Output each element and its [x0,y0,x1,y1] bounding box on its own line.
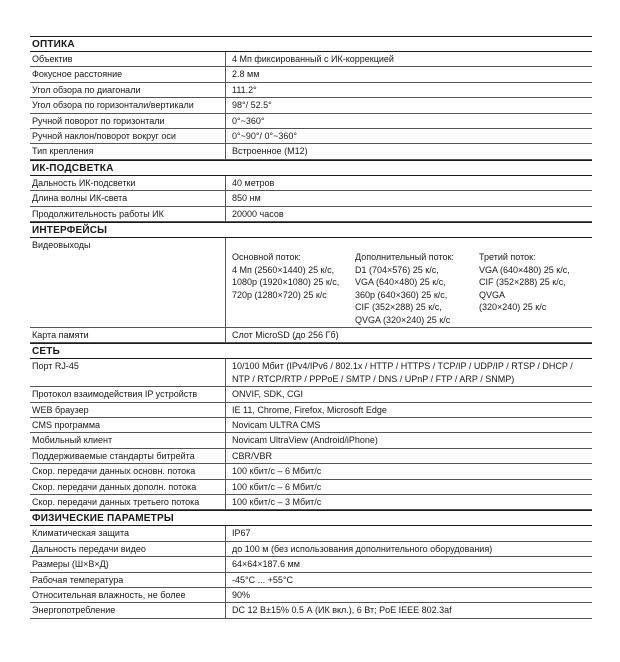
third-stream-column [479,239,588,326]
row-value: IE 11, Chrome, Firefox, Microsoft Edge [232,404,387,415]
row-key: Размеры (Ш×В×Д) [30,557,226,571]
row-key: Климатическая защита [30,526,226,540]
row-value: Слот MicroSD (до 256 Гб) [232,329,339,340]
row-key: Ручной поворот по горизонтали [30,114,226,128]
row-value: 90% [232,590,251,600]
table-row [30,114,592,129]
third-stream-heading: Третий поток: [479,252,536,263]
row-key: Объектив [30,52,226,66]
row-key: WEB браузер [30,403,226,417]
table-row [30,464,592,479]
row-key: Видеовыходы [30,238,226,327]
table-row [30,449,592,464]
table-row [30,83,592,98]
row-value [226,238,592,327]
row-value: 64×64×187.6 мм [232,559,300,570]
row-value: 40 метров [232,177,275,188]
row-value: Встроенное (M12) [232,146,308,157]
row-value: 0°~90°/ 0°~360° [232,131,297,142]
row-key: Скор. передачи данных дополн. потока [30,480,226,494]
row-key: Продолжительность работы ИК [30,207,226,221]
table-row [30,480,592,495]
sub-stream-list: D1 (704×576) 25 к/с, VGA (640×480) 25 к/с, 360p (640×360) 25 к/с, CIF (352×288) 25 к/с, QVGA (320×240) 25 к/с [355,264,451,325]
row-key: Мобильный клиент [30,433,226,447]
row-value: DC 12 В±15% 0.5 А (ИК вкл.), 6 Вт; PoE IEEE 802.3af [232,605,452,616]
row-key: Энергопотребление [30,603,226,617]
table-row [30,359,592,387]
row-value: -45°C ... +55°C [232,574,293,585]
row-key: Тип крепления [30,144,226,158]
row-value: 111.2° [232,84,257,95]
table-row [30,98,592,113]
row-value: 20000 часов [232,208,284,219]
row-value: Novicam UltraView (Android/iPhone) [232,435,378,446]
table-row [30,67,592,82]
table-row [30,588,592,603]
row-key: Карта памяти [30,328,226,342]
row-value: 0°~360° [232,115,265,126]
main-stream-column [232,239,355,326]
row-value: IP67 [232,528,251,539]
section-header-interfaces: ИНТЕРФЕЙСЫ [30,222,592,238]
table-row [30,418,592,433]
main-stream-list: 4 Мп (2560×1440) 25 к/с, 1080p (1920×1080) 25 к/с, 720p (1280×720) 25 к/с [232,264,340,300]
row-value: 100 кбит/с – 6 Мбит/с [232,481,322,492]
table-row-video-outputs [30,238,592,328]
table-row [30,557,592,572]
table-row [30,387,592,402]
section-header-network: СЕТЬ [30,343,592,359]
section-header-physical: ФИЗИЧЕСКИЕ ПАРАМЕТРЫ [30,510,592,526]
row-value: 100 кбит/с – 3 Мбит/с [232,496,322,507]
row-key: Скор. передачи данных третьего потока [30,495,226,509]
section-header-optics: ОПТИКА [30,36,592,52]
row-key: Протокол взаимодействия IP устройств [30,387,226,401]
row-key: Угол обзора по горизонтали/вертикали [30,98,226,112]
table-row [30,129,592,144]
table-row [30,144,592,159]
row-value: 10/100 Мбит (IPv4/IPv6 / 802.1x / HTTP / HTTPS / TCP/IP / UDP/IP / RTSP / DHCP / NTP / RTCP/RTP / PPPoE / SMTP / DNS / UPnP / FTP / ARP / SNMP) [232,361,573,384]
row-key: CMS программа [30,418,226,432]
row-value: 98°/ 52.5° [232,100,272,111]
row-key: Длина волны ИК-света [30,191,226,205]
row-key: Порт RJ-45 [30,359,226,386]
third-stream-list: VGA (640×480) 25 к/с, CIF (352×288) 25 к/с, QVGA (320×240) 25 к/с [479,264,570,313]
row-key: Поддерживаемые стандарты битрейта [30,449,226,463]
row-value: CBR/VBR [232,450,273,461]
row-key: Угол обзора по диагонали [30,83,226,97]
table-row [30,207,592,222]
table-row [30,403,592,418]
row-value: Novicam ULTRA CMS [232,419,321,430]
row-key: Рабочая температура [30,573,226,587]
row-key: Ручной наклон/поворот вокруг оси [30,129,226,143]
row-value: 4 Мп фиксированный с ИК-коррекцией [232,54,394,64]
table-row [30,603,592,618]
main-stream-heading: Основной поток: [232,252,301,263]
table-row [30,495,592,510]
sub-stream-column [355,239,479,326]
table-row [30,52,592,67]
table-row [30,526,592,541]
row-key: Дальность передачи видео [30,542,226,556]
row-key: Фокусное расстояние [30,67,226,81]
table-row [30,542,592,557]
row-value: 850 нм [232,193,261,204]
table-row [30,328,592,343]
row-value: ONVIF, SDK, CGI [232,389,304,400]
table-row [30,573,592,588]
table-row [30,433,592,448]
row-key: Скор. передачи данных основн. потока [30,464,226,478]
spec-table [30,36,592,619]
sub-stream-heading: Дополнительный поток: [355,252,454,263]
row-value: 100 кбит/с – 6 Мбит/с [232,466,322,477]
row-value: до 100 м (без использования дополнительного оборудования) [232,543,493,554]
row-key: Относительная влажность, не более [30,588,226,602]
table-row [30,176,592,191]
row-key: Дальность ИК-подсветки [30,176,226,190]
table-row [30,191,592,206]
section-header-ir: ИК-ПОДСВЕТКА [30,160,592,176]
row-value: 2.8 мм [232,69,260,80]
